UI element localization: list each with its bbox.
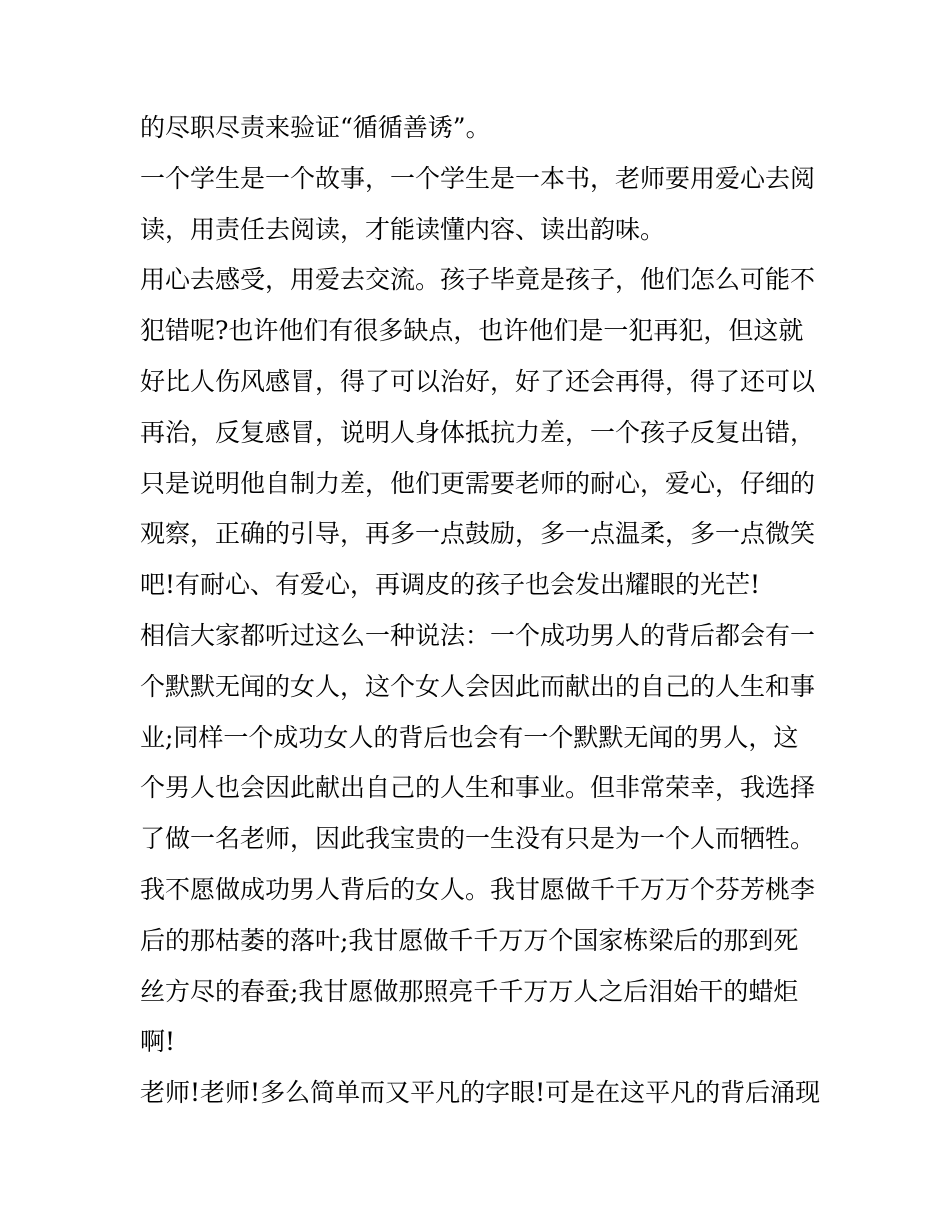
text-line: 只是说明他自制力差，他们更需要老师的耐心，爱心，仔细的 <box>140 468 816 498</box>
text-line: 好比人伤风感冒，得了可以治好，好了还会再得，得了还可以 <box>140 366 816 396</box>
body-text <box>140 103 820 1119</box>
text-line: 用心去感受，用爱去交流。孩子毕竟是孩子，他们怎么可能不 <box>140 265 816 295</box>
text-line: 的尽职尽责来验证“循循善诱”。 <box>140 113 491 142</box>
text-line: 相信大家都听过这么一种说法：一个成功男人的背后都会有一 <box>140 620 816 650</box>
text-line: 了做一名老师，因此我宝贵的一生没有只是为一个人而牺牲。 <box>140 824 816 854</box>
text-line: 啊! <box>140 1027 176 1057</box>
text-line: 个默默无闻的女人，这个女人会因此而献出的自己的人生和事 <box>140 671 816 701</box>
text-line: 犯错呢?也许他们有很多缺点，也许他们是一犯再犯，但这就 <box>140 316 804 346</box>
text-line: 观察，正确的引导，再多一点鼓励，多一点温柔，多一点微笑 <box>140 519 816 549</box>
text-line: 读，用责任去阅读，才能读懂内容、读出韵味。 <box>140 214 666 244</box>
text-line: 再治，反复感冒，说明人身体抵抗力差，一个孩子反复出错， <box>140 417 816 447</box>
text-line: 一个学生是一个故事，一个学生是一本书，老师要用爱心去阅 <box>140 163 816 193</box>
text-line: 吧!有耐心、有爱心，再调皮的孩子也会发出耀眼的光芒! <box>140 570 761 600</box>
text-line: 业;同样一个成功女人的背后也会有一个默默无闻的男人，这 <box>140 722 799 752</box>
text-line: 个男人也会因此献出自己的人生和事业。但非常荣幸，我选择 <box>140 773 816 803</box>
text-line: 后的那枯萎的落叶;我甘愿做千千万万个国家栋梁后的那到死 <box>140 925 799 955</box>
text-line: 我不愿做成功男人背后的女人。我甘愿做千千万万个芬芳桃李 <box>140 874 816 904</box>
text-line: 丝方尽的春蚕;我甘愿做那照亮千千万万人之后泪始干的蜡炬 <box>140 976 799 1006</box>
text-line: 老师!老师!多么简单而又平凡的字眼!可是在这平凡的背后涌现 <box>140 1078 820 1108</box>
